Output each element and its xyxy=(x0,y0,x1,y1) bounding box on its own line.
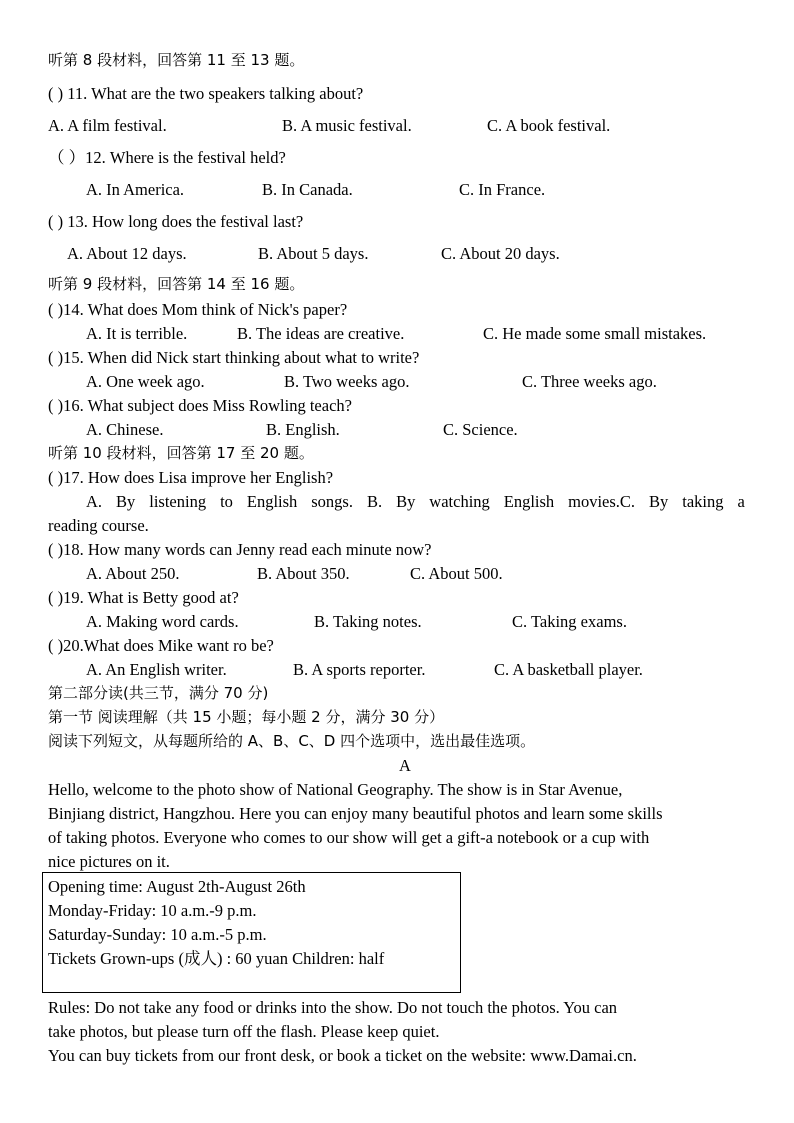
question-19-stem: ( )19. What is Betty good at? xyxy=(48,588,239,607)
question-16-option-c: C. Science. xyxy=(443,420,518,439)
question-11-option-b: B. A music festival. xyxy=(282,116,412,135)
question-18-stem: ( )18. How many words can Jenny read each minute now? xyxy=(48,540,432,559)
question-12-option-a: A. In America. xyxy=(86,180,185,199)
q17-word: English xyxy=(246,492,298,511)
question-20-option-b: B. A sports reporter. xyxy=(293,660,426,679)
passage-line: of taking photos. Everyone who comes to our show will get a gift-a notebook or a cup with xyxy=(48,828,650,847)
question-18-option-a: A. About 250. xyxy=(86,564,180,583)
question-15-option-a: A. One week ago. xyxy=(86,372,205,391)
question-15-option-c: C. Three weeks ago. xyxy=(522,372,657,391)
q17-word: songs. xyxy=(311,492,353,511)
question-18-option-b: B. About 350. xyxy=(257,564,350,583)
question-15-option-b: B. Two weeks ago. xyxy=(284,372,410,391)
q17-word: a xyxy=(737,492,745,511)
question-14-option-a: A. It is terrible. xyxy=(86,324,188,343)
q17-word: listening xyxy=(149,492,207,511)
question-13-option-b: B. About 5 days. xyxy=(258,244,369,263)
question-17-stem: ( )17. How does Lisa improve her English? xyxy=(48,468,334,487)
reading-instructions: 阅读下列短文，从每题所给的 A、B、C、D 四个选项中，选出最佳选项。 xyxy=(48,732,536,750)
question-20-option-a: A. An English writer. xyxy=(86,660,227,679)
question-12-stem: （ ）12. Where is the festival held? xyxy=(48,148,286,167)
question-19-option-c: C. Taking exams. xyxy=(512,612,627,631)
question-11-option-a: A. A film festival. xyxy=(48,116,167,135)
passage-line: Hello, welcome to the photo show of National Geography. The show is in Star Avenue, xyxy=(48,780,623,799)
question-14-option-b: B. The ideas are creative. xyxy=(237,324,405,343)
q17-word: By xyxy=(649,492,669,511)
question-12-option-c: C. In France. xyxy=(459,180,546,199)
q17-word: By xyxy=(396,492,416,511)
question-14-stem: ( )14. What does Mom think of Nick's paper? xyxy=(48,300,348,319)
q17-word: English xyxy=(503,492,555,511)
question-19-option-a: A. Making word cards. xyxy=(86,612,239,631)
q17-word: watching xyxy=(429,492,490,511)
question-17-options xyxy=(86,492,745,512)
q17-word: A. xyxy=(86,492,103,511)
rules-line: take photos, but please turn off the flash. Please keep quiet. xyxy=(48,1022,440,1041)
tickets-purchase-line: You can buy tickets from our front desk, or book a ticket on the website: www.Damai.cn. xyxy=(48,1046,637,1065)
rules-line: Rules: Do not take any food or drinks into the show. Do not touch the photos. You can xyxy=(48,998,618,1017)
section-8-header: 听第 8 段材料，回答第 11 至 13 题。 xyxy=(48,51,305,69)
question-20-stem: ( )20.What does Mike want ro be? xyxy=(48,636,274,655)
info-weekend-hours: Saturday-Sunday: 10 a.m.-5 p.m. xyxy=(48,925,267,944)
passage-label: A xyxy=(399,756,411,775)
info-weekday-hours: Monday-Friday: 10 a.m.-9 p.m. xyxy=(48,901,257,920)
q17-word: B. xyxy=(366,492,383,511)
part-2-title: 第二部分读(共三节，满分 70 分) xyxy=(48,684,269,702)
question-13-option-a: A. About 12 days. xyxy=(67,244,187,263)
question-11-option-c: C. A book festival. xyxy=(487,116,611,135)
question-16-option-a: A. Chinese. xyxy=(86,420,164,439)
question-12-option-b: B. In Canada. xyxy=(262,180,353,199)
q17-word: taking xyxy=(682,492,724,511)
question-13-stem: ( ) 13. How long does the festival last? xyxy=(48,212,304,231)
question-17-option-c-continued: reading course. xyxy=(48,516,149,535)
question-16-stem: ( )16. What subject does Miss Rowling teach? xyxy=(48,396,352,415)
question-20-option-c: C. A basketball player. xyxy=(494,660,643,679)
section-9-header: 听第 9 段材料，回答第 14 至 16 题。 xyxy=(48,275,305,293)
passage-line: Binjiang district, Hangzhou. Here you can enjoy many beautiful photos and learn some skills xyxy=(48,804,663,823)
question-11-stem: ( ) 11. What are the two speakers talking about? xyxy=(48,84,364,103)
section-1-title: 第一节 阅读理解（共 15 小题；每小题 2 分，满分 30 分） xyxy=(48,708,445,726)
q17-word: By xyxy=(116,492,136,511)
question-16-option-b: B. English. xyxy=(266,420,340,439)
question-18-option-c: C. About 500. xyxy=(410,564,503,583)
section-10-header: 听第 10 段材料，回答第 17 至 20 题。 xyxy=(48,444,314,462)
question-13-option-c: C. About 20 days. xyxy=(441,244,560,263)
info-opening-time: Opening time: August 2th-August 26th xyxy=(48,877,306,896)
question-19-option-b: B. Taking notes. xyxy=(314,612,422,631)
question-15-stem: ( )15. When did Nick start thinking about what to write? xyxy=(48,348,420,367)
passage-line: nice pictures on it. xyxy=(48,852,170,871)
question-14-option-c: C. He made some small mistakes. xyxy=(483,324,707,343)
q17-word: to xyxy=(220,492,233,511)
info-tickets: Tickets Grown-ups (成人) : 60 yuan Children: half xyxy=(48,949,385,968)
q17-word: movies.C. xyxy=(568,492,636,511)
